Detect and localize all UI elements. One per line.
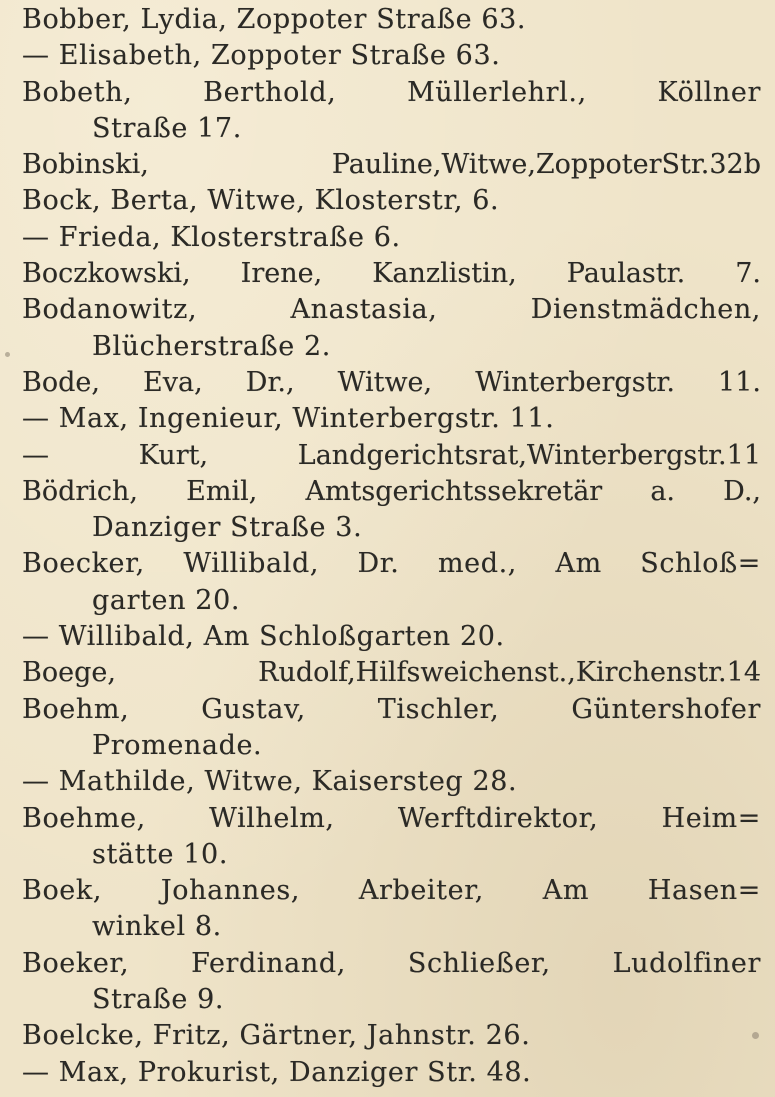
entry-continuation-line: Straße 17. bbox=[92, 112, 242, 144]
entry-continuation-line: winkel 8. bbox=[92, 911, 222, 943]
entry-continuation-line: Straße 9. bbox=[92, 984, 225, 1016]
directory-entry bbox=[22, 38, 761, 74]
directory-entry bbox=[22, 2, 761, 38]
entry-continuation-line: garten 20. bbox=[92, 584, 241, 616]
directory-entry bbox=[22, 1018, 761, 1054]
directory-entry bbox=[22, 438, 761, 474]
entry-line: Boelcke, Fritz, Gärtner, Jahnstr. 26. bbox=[22, 1020, 531, 1052]
entry-line: — Max, Prokurist, Danziger Str. 48. bbox=[22, 1056, 532, 1088]
directory-entry bbox=[22, 474, 761, 547]
entry-line: Boek, Johannes, Arbeiter, Am Hasen= bbox=[22, 875, 761, 907]
directory-entry bbox=[22, 147, 761, 183]
entry-continuation-line: Blücherstraße 2. bbox=[92, 330, 331, 362]
directory-entry bbox=[22, 256, 761, 292]
directory-entry bbox=[22, 1055, 761, 1091]
directory-entry bbox=[22, 764, 761, 800]
directory-entry bbox=[22, 655, 761, 691]
directory-entry bbox=[22, 220, 761, 256]
entry-line: — Willibald, Am Schloßgarten 20. bbox=[22, 621, 505, 653]
entry-line: Bode, Eva, Dr., Witwe, Winterbergstr. 11. bbox=[22, 366, 761, 398]
entry-line: Boeker, Ferdinand, Schließer, Ludolfiner bbox=[22, 947, 761, 979]
entry-line: Bödrich, Emil, Amtsgerichtssekretär a. D., bbox=[22, 475, 761, 507]
entry-line: Bobeth, Berthold, Müllerlehrl., Köllner bbox=[22, 76, 761, 108]
entry-line: Bodanowitz, Anastasia, Dienstmädchen, bbox=[22, 294, 761, 326]
entry-line: — Elisabeth, Zoppoter Straße 63. bbox=[22, 40, 501, 72]
directory-entry bbox=[22, 946, 761, 1019]
entry-line: Boege, Rudolf,Hilfsweichenst.,Kirchenstr.14 bbox=[22, 657, 761, 689]
directory-entry bbox=[22, 619, 761, 655]
directory-entry bbox=[22, 292, 761, 365]
entry-line: Bobber, Lydia, Zoppoter Straße 63. bbox=[22, 4, 527, 35]
directory-entry bbox=[22, 401, 761, 437]
entry-line: Boehme, Wilhelm, Werftdirektor, Heim= bbox=[22, 802, 761, 834]
entry-line: — Frieda, Klosterstraße 6. bbox=[22, 221, 401, 253]
directory-entry bbox=[22, 365, 761, 401]
entry-line: — Kurt, Landgerichtsrat,Winterbergstr.11 bbox=[22, 439, 761, 471]
entry-line: Boehm, Gustav, Tischler, Güntershofer bbox=[22, 693, 761, 725]
paper-speck bbox=[752, 1032, 759, 1039]
entry-line: Bobinski, Pauline,Witwe,ZoppoterStr.32b bbox=[22, 149, 761, 181]
entry-line: Boecker, Willibald, Dr. med., Am Schloß= bbox=[22, 548, 761, 580]
directory-entry bbox=[22, 183, 761, 219]
directory-entry bbox=[22, 873, 761, 946]
directory-entry bbox=[22, 692, 761, 765]
entry-continuation-line: stätte 10. bbox=[92, 838, 229, 870]
entry-continuation-line: Danziger Straße 3. bbox=[92, 512, 363, 544]
directory-entry bbox=[22, 546, 761, 619]
directory-entry bbox=[22, 801, 761, 874]
entry-line: Bock, Berta, Witwe, Klosterstr, 6. bbox=[22, 185, 500, 217]
directory-entry bbox=[22, 75, 761, 148]
entry-line: Boczkowski, Irene, Kanzlistin, Paulastr. 7. bbox=[22, 258, 761, 290]
entry-line: — Mathilde, Witwe, Kaisersteg 28. bbox=[22, 766, 518, 798]
paper-speck bbox=[5, 352, 10, 357]
entry-line: — Max, Ingenieur, Winterbergstr. 11. bbox=[22, 403, 555, 435]
entry-continuation-line: Promenade. bbox=[92, 729, 263, 761]
